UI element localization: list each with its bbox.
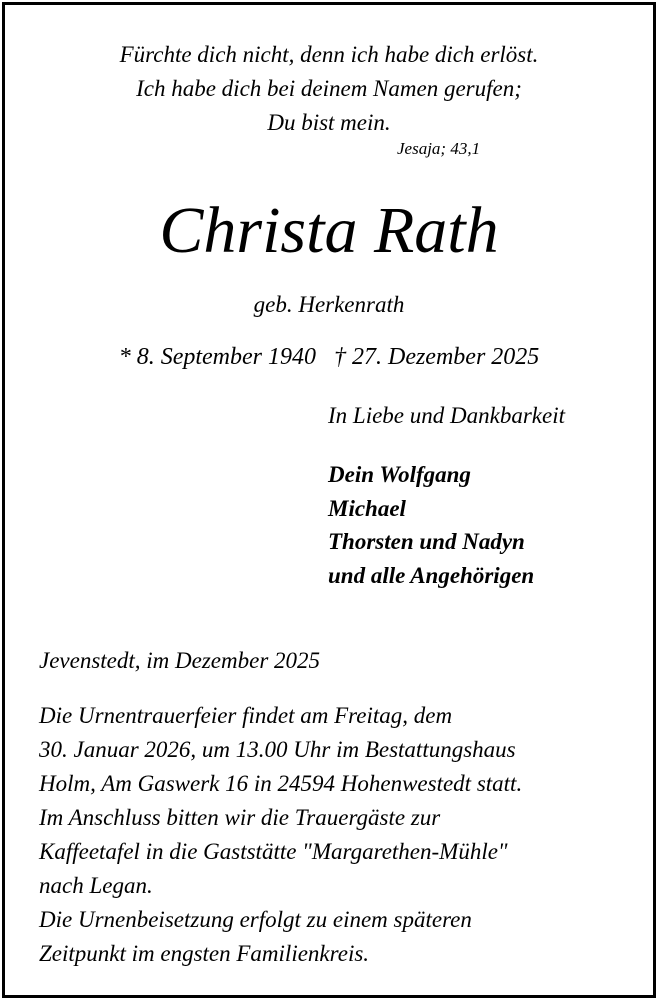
ceremony-line: Zeitpunkt im engsten Familienkreis. [39,941,370,966]
ceremony-line: 30. Januar 2026, um 13.00 Uhr im Bestattungshaus [39,737,516,762]
verse-line: Ich habe dich bei deinem Namen gerufen; [136,76,522,101]
mourner-name: und alle Angehörigen [328,562,535,588]
mourner-name: Michael [328,495,406,521]
verse-reference: Jesaja; 43,1 [397,139,481,158]
mourner-name: Dein Wolfgang [328,462,471,487]
ceremony-line: Die Urnenbeisetzung erfolgt zu einem späteren [39,907,472,932]
death-date: † 27. Dezember 2025 [333,344,540,370]
verse-line: Fürchte dich nicht, denn ich habe dich erlöst. [119,42,539,67]
maiden-name: geb. Herkenrath [253,292,405,317]
ceremony-line: Im Anschluss bitten wir die Trauergäste zur [39,805,441,830]
birth-date: * 8. September 1940 [118,344,316,370]
mourners-intro: In Liebe und Dankbarkeit [328,403,565,428]
ceremony-line: Holm, Am Gaswerk 16 in 24594 Hohenwestedt statt. [39,771,523,796]
mourner-name: Thorsten und Nadyn [328,529,525,554]
ceremony-line: Kaffeetafel in die Gaststätte "Margarethen-Mühle" [39,839,508,864]
ceremony-line: nach Legan. [39,873,153,898]
bible-verse [0,38,658,140]
mourners-list [328,458,534,592]
ceremony-info [39,699,522,971]
verse-line: Du bist mein. [267,110,391,135]
life-dates [0,341,658,373]
deceased-name: Christa Rath [159,194,499,267]
ceremony-line: Die Urnentrauerfeier findet am Freitag, dem [39,703,453,728]
place-date: Jevenstedt, im Dezember 2025 [39,648,321,673]
